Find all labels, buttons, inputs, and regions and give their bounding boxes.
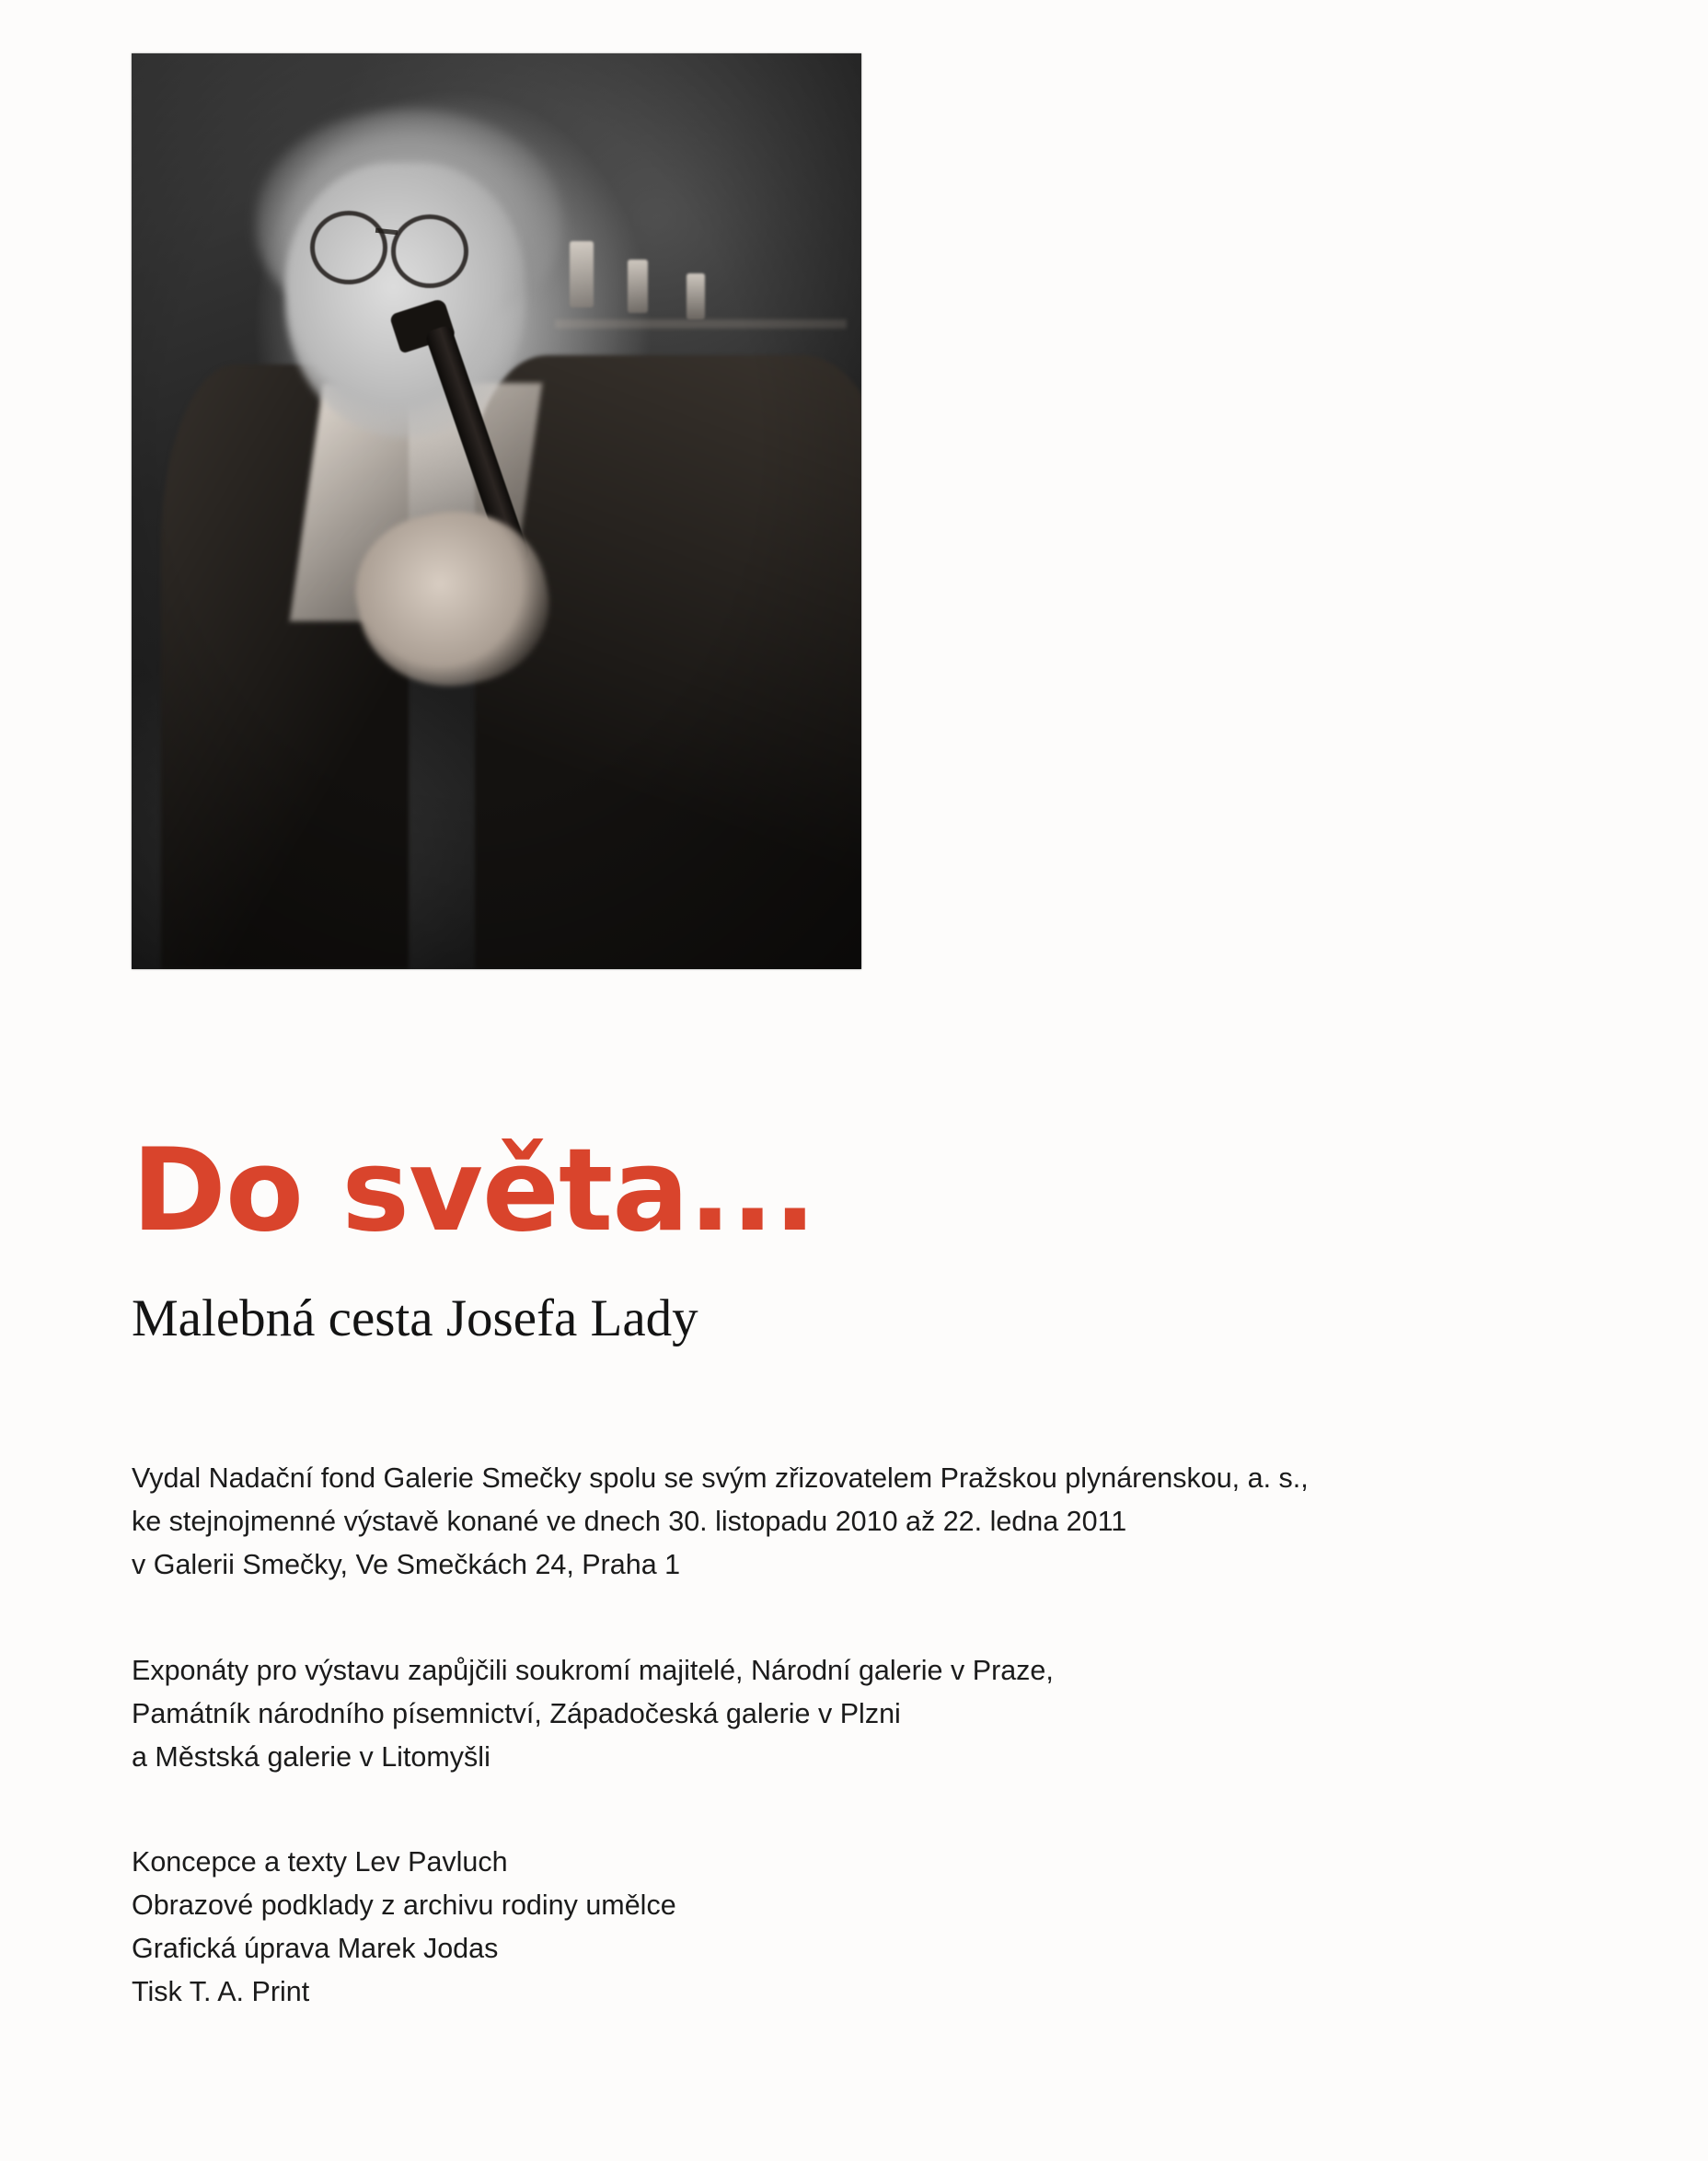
lenders-paragraph xyxy=(132,1649,1054,1779)
lenders-line: Památník národního písemnictví, Západočeská galerie v Plzni xyxy=(132,1698,901,1729)
credits-line: Koncepce a texty Lev Pavluch xyxy=(132,1846,508,1878)
credits-line: Grafická úprava Marek Jodas xyxy=(132,1933,499,1964)
page-subtitle: Malebná cesta Josefa Lady xyxy=(132,1289,698,1347)
photo-vignette xyxy=(132,53,861,969)
portrait-photograph xyxy=(132,53,861,969)
credits-line: Tisk T. A. Print xyxy=(132,1976,310,2007)
lenders-line: Exponáty pro výstavu zapůjčili soukromí majitelé, Národní galerie v Praze, xyxy=(132,1655,1054,1686)
credits-paragraph xyxy=(132,1841,676,2014)
credits-line: Obrazové podklady z archivu rodiny umělce xyxy=(132,1889,676,1921)
publisher-paragraph xyxy=(132,1457,1309,1587)
publisher-line: v Galerii Smečky, Ve Smečkách 24, Praha 1 xyxy=(132,1549,681,1580)
publisher-line: ke stejnojmenné výstavě konané ve dnech 30. listopadu 2010 až 22. ledna 2011 xyxy=(132,1506,1127,1537)
lenders-line: a Městská galerie v Litomyšli xyxy=(132,1741,490,1773)
publisher-line: Vydal Nadační fond Galerie Smečky spolu se svým zřizovatelem Pražskou plynárenskou, a. s., xyxy=(132,1462,1309,1494)
page-title: Do světa... xyxy=(132,1125,816,1257)
